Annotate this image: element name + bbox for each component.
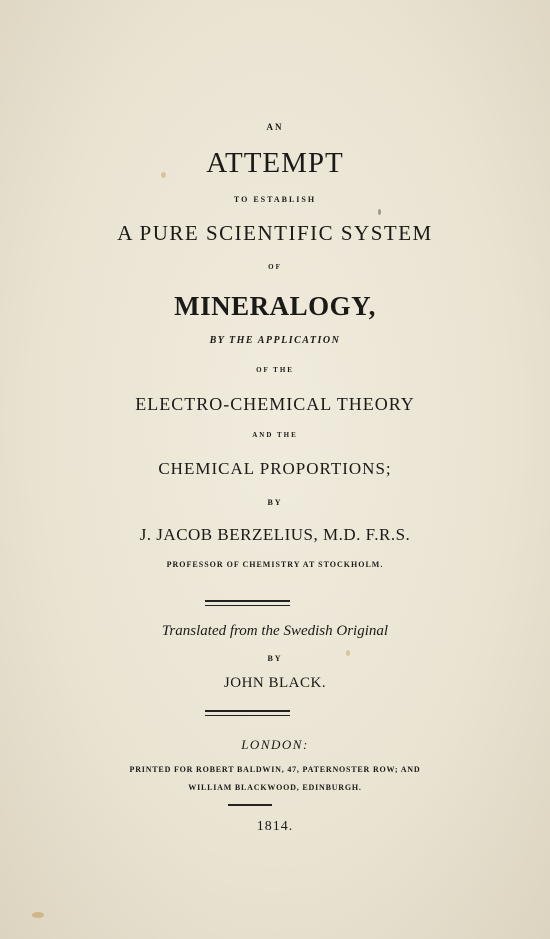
- by-application-line: BY THE APPLICATION: [209, 335, 341, 346]
- foxing-spot: [32, 912, 44, 918]
- an-line: AN: [266, 122, 284, 132]
- double-rule-top: [205, 600, 290, 602]
- short-rule: [228, 804, 272, 806]
- by-line-1: BY: [267, 498, 283, 507]
- ink-mark: [378, 209, 381, 215]
- and-the-line: AND THE: [252, 431, 298, 439]
- chemical-proportions-line: CHEMICAL PROPORTIONS;: [158, 459, 392, 478]
- author-title: PROFESSOR OF CHEMISTRY AT STOCKHOLM.: [166, 560, 384, 569]
- attempt-heading: ATTEMPT: [206, 147, 344, 179]
- of-the-line: OF THE: [256, 366, 294, 374]
- year-line: 1814.: [256, 819, 294, 834]
- of-line: OF: [268, 263, 282, 271]
- city-line: LONDON:: [241, 737, 309, 752]
- printer-line-2: WILLIAM BLACKWOOD, EDINBURGH.: [188, 783, 362, 792]
- double-rule-top-2: [205, 710, 290, 712]
- translated-line: Translated from the Swedish Original: [161, 623, 389, 639]
- pure-system-line: A PURE SCIENTIFIC SYSTEM: [117, 221, 433, 245]
- by-line-2: BY: [267, 654, 283, 663]
- author-name: J. JACOB BERZELIUS, M.D. F.R.S.: [139, 525, 411, 544]
- mineralogy-heading: MINERALOGY,: [174, 291, 376, 321]
- printer-line-1: PRINTED FOR ROBERT BALDWIN, 47, PATERNOSTER ROW; AND: [129, 765, 421, 774]
- translator-name: JOHN BLACK.: [223, 675, 327, 691]
- double-rule-bottom: [205, 605, 290, 606]
- electro-theory-line: ELECTRO-CHEMICAL THEORY: [135, 394, 415, 414]
- double-rule-bottom-2: [205, 715, 290, 716]
- to-establish-line: TO ESTABLISH: [233, 195, 317, 204]
